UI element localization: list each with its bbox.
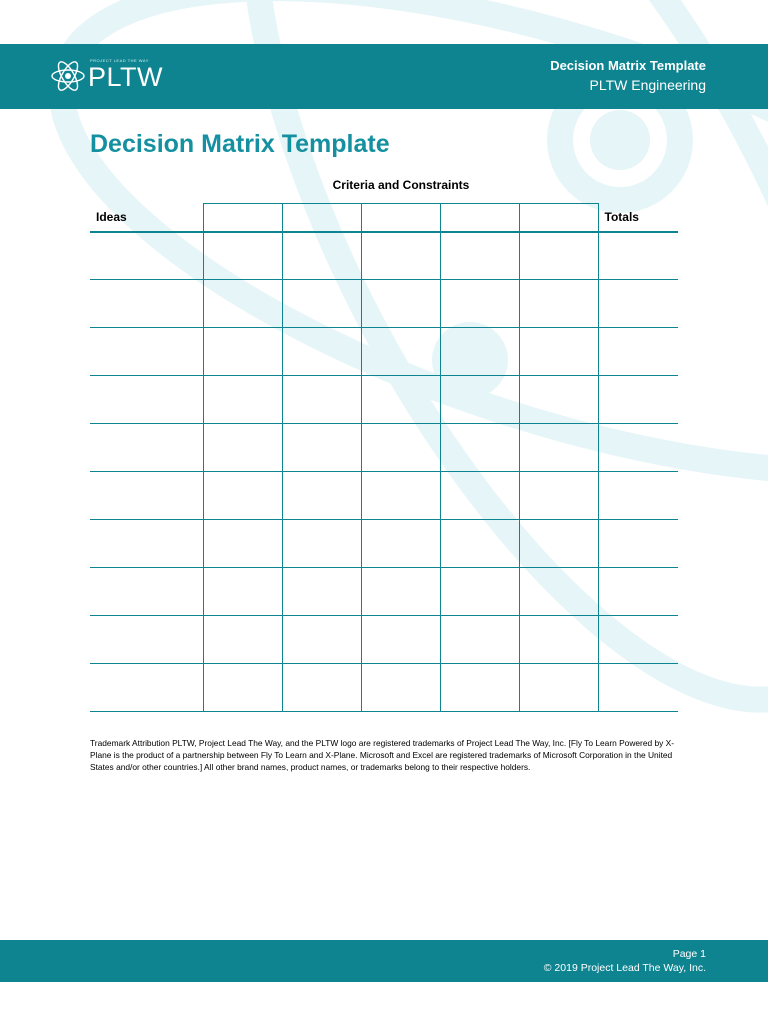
- total-cell[interactable]: [598, 328, 678, 376]
- table-row: [90, 616, 678, 664]
- score-cell[interactable]: [519, 328, 598, 376]
- idea-cell[interactable]: [90, 664, 203, 712]
- score-cell[interactable]: [361, 328, 440, 376]
- criterion-header-cell[interactable]: [361, 204, 440, 232]
- idea-cell[interactable]: [90, 328, 203, 376]
- logo-tagline: PROJECT LEAD THE WAY: [90, 58, 149, 63]
- score-cell[interactable]: [203, 616, 282, 664]
- score-cell[interactable]: [361, 520, 440, 568]
- table-row: [90, 472, 678, 520]
- table-row: [90, 664, 678, 712]
- header-program: PLTW Engineering: [589, 77, 706, 93]
- score-cell[interactable]: [440, 472, 519, 520]
- ideas-header: Ideas: [90, 204, 203, 232]
- idea-cell[interactable]: [90, 616, 203, 664]
- score-cell[interactable]: [282, 376, 361, 424]
- score-cell[interactable]: [440, 520, 519, 568]
- idea-cell[interactable]: [90, 520, 203, 568]
- total-cell[interactable]: [598, 280, 678, 328]
- total-cell[interactable]: [598, 568, 678, 616]
- score-cell[interactable]: [519, 664, 598, 712]
- score-cell[interactable]: [203, 376, 282, 424]
- score-cell[interactable]: [203, 472, 282, 520]
- page-number: Page 1: [672, 948, 706, 960]
- copyright: © 2019 Project Lead The Way, Inc.: [543, 962, 706, 974]
- idea-cell[interactable]: [90, 232, 203, 280]
- score-cell[interactable]: [519, 520, 598, 568]
- logo-wordmark: PLTW: [88, 62, 163, 92]
- trademark-attribution: Trademark Attribution PLTW, Project Lead The Way, and the PLTW logo are registered trademarks of Project Lead The Way, Inc. [Fly To Learn Powered by X-Plane is the product of a partnership between Fly To Learn and X-Plane. Microsoft and Excel are registered trademarks of Microsoft Corporation in the United States and/or other countries.] All other brand names, product names, or trademarks belong to their respective holders.: [90, 738, 675, 772]
- totals-header: Totals: [598, 204, 678, 232]
- matrix-body: [90, 232, 678, 712]
- score-cell[interactable]: [440, 616, 519, 664]
- table-row: [90, 568, 678, 616]
- score-cell[interactable]: [519, 376, 598, 424]
- table-row: [90, 280, 678, 328]
- criterion-header-cell[interactable]: [519, 204, 598, 232]
- header-info: [550, 57, 706, 95]
- score-cell[interactable]: [519, 232, 598, 280]
- score-cell[interactable]: [282, 472, 361, 520]
- score-cell[interactable]: [203, 520, 282, 568]
- score-cell[interactable]: [519, 472, 598, 520]
- total-cell[interactable]: [598, 376, 678, 424]
- score-cell[interactable]: [282, 520, 361, 568]
- total-cell[interactable]: [598, 616, 678, 664]
- score-cell[interactable]: [203, 232, 282, 280]
- score-cell[interactable]: [361, 280, 440, 328]
- score-cell[interactable]: [203, 328, 282, 376]
- score-cell[interactable]: [203, 280, 282, 328]
- criterion-header-cell[interactable]: [203, 204, 282, 232]
- score-cell[interactable]: [440, 664, 519, 712]
- score-cell[interactable]: [361, 376, 440, 424]
- atom-icon: [50, 54, 86, 98]
- idea-cell[interactable]: [90, 472, 203, 520]
- criterion-header-cell[interactable]: [440, 204, 519, 232]
- table-row: [90, 424, 678, 472]
- score-cell[interactable]: [440, 328, 519, 376]
- score-cell[interactable]: [361, 472, 440, 520]
- score-cell[interactable]: [519, 616, 598, 664]
- criteria-caption: Criteria and Constraints: [332, 178, 470, 192]
- score-cell[interactable]: [282, 328, 361, 376]
- total-cell[interactable]: [598, 232, 678, 280]
- score-cell[interactable]: [440, 424, 519, 472]
- score-cell[interactable]: [361, 664, 440, 712]
- footer-info: [544, 947, 706, 975]
- table-row: [90, 376, 678, 424]
- total-cell[interactable]: [598, 520, 678, 568]
- score-cell[interactable]: [282, 616, 361, 664]
- score-cell[interactable]: [440, 568, 519, 616]
- score-cell[interactable]: [440, 376, 519, 424]
- footer-bar: [0, 940, 768, 982]
- table-row: [90, 232, 678, 280]
- score-cell[interactable]: [440, 280, 519, 328]
- score-cell[interactable]: [361, 232, 440, 280]
- criterion-header-cell[interactable]: [282, 204, 361, 232]
- score-cell[interactable]: [282, 664, 361, 712]
- total-cell[interactable]: [598, 664, 678, 712]
- total-cell[interactable]: [598, 424, 678, 472]
- total-cell[interactable]: [598, 472, 678, 520]
- idea-cell[interactable]: [90, 376, 203, 424]
- idea-cell[interactable]: [90, 280, 203, 328]
- header-bar: [0, 44, 768, 109]
- score-cell[interactable]: [519, 280, 598, 328]
- table-row: [90, 328, 678, 376]
- score-cell[interactable]: [203, 424, 282, 472]
- score-cell[interactable]: [282, 232, 361, 280]
- decision-matrix-table: [90, 203, 678, 712]
- score-cell[interactable]: [519, 568, 598, 616]
- score-cell[interactable]: [282, 280, 361, 328]
- score-cell[interactable]: [203, 568, 282, 616]
- score-cell[interactable]: [440, 232, 519, 280]
- header-row: [90, 204, 678, 232]
- pltw-logo: [50, 54, 180, 98]
- score-cell[interactable]: [361, 568, 440, 616]
- idea-cell[interactable]: [90, 424, 203, 472]
- table-row: [90, 520, 678, 568]
- idea-cell[interactable]: [90, 568, 203, 616]
- score-cell[interactable]: [282, 568, 361, 616]
- header-doc-title: Decision Matrix Template: [550, 58, 706, 73]
- score-cell[interactable]: [282, 424, 361, 472]
- score-cell[interactable]: [519, 424, 598, 472]
- score-cell[interactable]: [361, 424, 440, 472]
- score-cell[interactable]: [203, 664, 282, 712]
- score-cell[interactable]: [361, 616, 440, 664]
- page-title: Decision Matrix Template: [90, 130, 390, 158]
